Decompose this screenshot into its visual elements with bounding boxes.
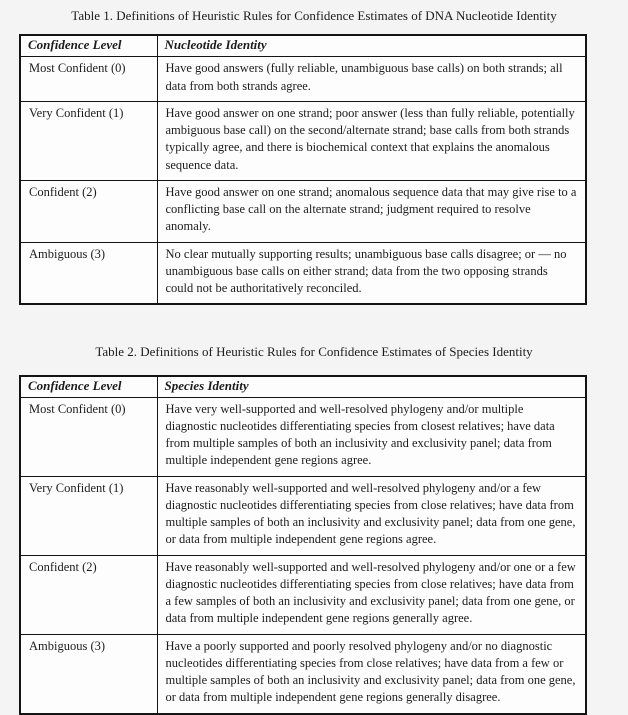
- confidence-level-cell: Confident (2): [20, 180, 157, 242]
- definition-cell: Have very well-supported and well-resolved phylogeny and/or multiple diagnostic nucleotides differentiating species from closest relatives; have data from multiple samples of both an inclusivity and exclusivity panel; data from multiple independent gene regions agree.: [157, 397, 586, 476]
- confidence-level-header: Confidence Level: [20, 376, 157, 398]
- table-row: [20, 57, 586, 102]
- definition-cell: No clear mutually supporting results; unambiguous base calls disagree; or — no unambiguous base calls on either strand; data from the two opposing strands could not be authoritatively reconciled.: [157, 242, 586, 304]
- table-row: [20, 555, 586, 634]
- confidence-level-cell: Ambiguous (3): [20, 634, 157, 714]
- table-row: [20, 242, 586, 304]
- definition-cell: Have reasonably well-supported and well-resolved phylogeny and/or one or a few diagnostic nucleotides differentiating species from close relatives; have data from a few samples of both an inclusivity and exclusivity panel; data from one gene, or data from multiple independent gene regions generally agree.: [157, 555, 586, 634]
- species-identity-header: Species Identity: [157, 376, 586, 398]
- table-row: [20, 634, 586, 714]
- table-2-caption: Table 2. Definitions of Heuristic Rules for Confidence Estimates of Species Identity: [95, 344, 533, 360]
- definition-cell: Have a poorly supported and poorly resolved phylogeny and/or no diagnostic nucleotides differentiating species from close relatives; have data from a few or multiple samples of both an inclusivity and exclusivity panel; data from one gene, or data from multiple independent gene regions generally disagree.: [157, 634, 586, 714]
- table-row: [20, 101, 586, 180]
- species-identity-confidence-table: [19, 375, 587, 715]
- confidence-level-cell: Confident (2): [20, 555, 157, 634]
- table-row: [20, 476, 586, 555]
- confidence-level-header: Confidence Level: [20, 35, 157, 57]
- definition-cell: Have good answers (fully reliable, unambiguous base calls) on both strands; all data from both strands agree.: [157, 57, 586, 102]
- dna-nucleotide-confidence-table: [19, 34, 587, 305]
- confidence-level-cell: Very Confident (1): [20, 476, 157, 555]
- table-row: [20, 180, 586, 242]
- confidence-level-cell: Most Confident (0): [20, 57, 157, 102]
- table-1-caption: Table 1. Definitions of Heuristic Rules for Confidence Estimates of DNA Nucleotide Identity: [71, 8, 557, 23]
- confidence-level-cell: Very Confident (1): [20, 101, 157, 180]
- table-header-row: [20, 35, 586, 57]
- nucleotide-identity-header: Nucleotide Identity: [157, 35, 586, 57]
- definition-cell: Have good answer on one strand; poor answer (less than fully reliable, potentially ambiguous base call) on the second/alternate strand; base calls from both strands typically agree, and there is biochemical context that explains the anomalous sequence data.: [157, 101, 586, 180]
- definition-cell: Have good answer on one strand; anomalous sequence data that may give rise to a conflicting base call on the alternate strand; judgment required to resolve anomaly.: [157, 180, 586, 242]
- table-header-row: [20, 376, 586, 398]
- confidence-level-cell: Ambiguous (3): [20, 242, 157, 304]
- confidence-level-cell: Most Confident (0): [20, 397, 157, 476]
- table-row: [20, 397, 586, 476]
- definition-cell: Have reasonably well-supported and well-resolved phylogeny and/or a few diagnostic nucleotides differentiating species from close relatives; have data from multiple samples of both an inclusivity and exclusivity panel; data from one gene, or data from multiple independent gene regions agree.: [157, 476, 586, 555]
